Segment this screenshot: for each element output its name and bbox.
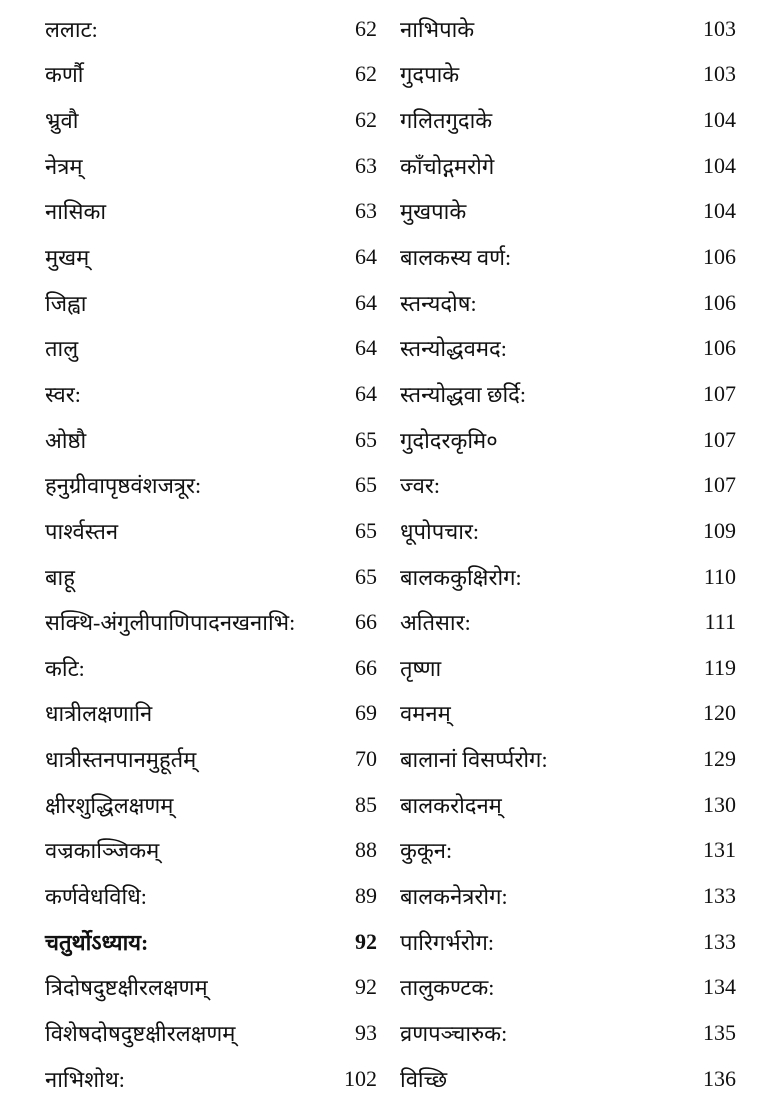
entry-term: पारिगर्भरोग: — [400, 929, 494, 955]
entry-page-number: 102 — [344, 1065, 377, 1091]
index-entry — [45, 645, 377, 691]
index-entry — [45, 417, 377, 463]
entry-term: त्रिदोषदुष्टक्षीरलक्षणम् — [45, 975, 208, 1001]
entry-term: वमनम् — [400, 701, 451, 727]
entry-term: जिह्वा — [45, 290, 87, 316]
index-column-right — [400, 6, 736, 1101]
index-entry — [400, 97, 736, 143]
entry-page-number: 70 — [355, 746, 377, 772]
entry-page-number: 64 — [355, 335, 377, 361]
entry-term: सक्थि-अंगुलीपाणिपादनखनाभि: — [45, 610, 296, 636]
entry-page-number: 65 — [355, 517, 377, 543]
entry-term: हनुग्रीवापृष्ठवंशजत्रूर: — [45, 473, 202, 499]
index-entry — [45, 325, 377, 371]
index-entry — [400, 462, 736, 508]
index-entry — [400, 508, 736, 554]
index-entry — [400, 1010, 736, 1056]
entry-page-number: 92 — [355, 974, 377, 1000]
entry-term: धूपोपचार: — [400, 518, 479, 544]
index-entry — [400, 964, 736, 1010]
index-entry — [400, 325, 736, 371]
entry-page-number: 106 — [703, 289, 736, 315]
index-entry — [45, 964, 377, 1010]
index-entry — [400, 52, 736, 98]
index-entry — [400, 189, 736, 235]
entry-term: धात्रीलक्षणानि — [45, 701, 153, 727]
entry-term: ललाट: — [45, 16, 98, 42]
index-entry — [45, 234, 377, 280]
entry-term: मुखम् — [45, 245, 90, 271]
entry-term: विच्छि — [400, 1066, 448, 1092]
entry-page-number: 106 — [703, 244, 736, 270]
index-entry — [45, 1010, 377, 1056]
index-entry — [45, 508, 377, 554]
entry-term: स्तन्योद्धवा छर्दि: — [400, 381, 526, 407]
entry-term: बाहू — [45, 564, 75, 590]
entry-page-number: 103 — [703, 15, 736, 41]
entry-term: गुदपाके — [400, 62, 460, 88]
index-entry — [45, 6, 377, 52]
index-entry — [45, 52, 377, 98]
index-entry — [45, 828, 377, 874]
entry-term: तालुकण्टक: — [400, 975, 495, 1001]
index-entry — [400, 828, 736, 874]
entry-page-number: 131 — [703, 837, 736, 863]
entry-term: ओष्ठौ — [45, 427, 87, 453]
entry-term: कर्णौ — [45, 62, 84, 88]
entry-term: स्वर: — [45, 381, 81, 407]
index-entry — [45, 691, 377, 737]
entry-page-number: 66 — [355, 609, 377, 635]
entry-term: गलितगुदाके — [400, 108, 493, 134]
entry-term: स्तन्योद्धवमद: — [400, 336, 507, 362]
entry-page-number: 63 — [355, 198, 377, 224]
index-entry — [45, 280, 377, 326]
entry-page-number: 62 — [355, 107, 377, 133]
entry-page-number: 133 — [703, 882, 736, 908]
index-entry — [45, 782, 377, 828]
index-column-left — [45, 6, 377, 1101]
index-entry — [400, 645, 736, 691]
entry-page-number: 107 — [703, 426, 736, 452]
entry-term: अतिसार: — [400, 610, 471, 636]
entry-page-number: 134 — [703, 974, 736, 1000]
entry-page-number: 64 — [355, 380, 377, 406]
entry-term: बालकनेत्ररोग: — [400, 883, 508, 909]
index-entry — [45, 371, 377, 417]
index-entry — [45, 554, 377, 600]
entry-page-number: 135 — [703, 1019, 736, 1045]
entry-term: बालकरोदनम् — [400, 792, 502, 818]
chapter-heading-entry — [45, 919, 377, 965]
entry-term: नाभिशोथ: — [45, 1066, 125, 1092]
entry-page-number: 129 — [703, 746, 736, 772]
entry-page-number: 88 — [355, 837, 377, 863]
entry-page-number: 92 — [355, 928, 377, 954]
entry-page-number: 65 — [355, 563, 377, 589]
index-entry — [400, 691, 736, 737]
entry-term: पार्श्वस्तन — [45, 518, 119, 544]
entry-term: व्रणपञ्चारुक: — [400, 1020, 508, 1046]
index-entry — [400, 280, 736, 326]
entry-term: वज्रकाञ्जिकम् — [45, 838, 160, 864]
index-entry — [400, 873, 736, 919]
entry-page-number: 130 — [703, 791, 736, 817]
entry-page-number: 107 — [703, 380, 736, 406]
index-entry — [45, 599, 377, 645]
index-entry — [400, 6, 736, 52]
entry-page-number: 64 — [355, 244, 377, 270]
index-entry — [400, 371, 736, 417]
entry-term: स्तन्यदोष: — [400, 290, 477, 316]
entry-page-number: 104 — [703, 107, 736, 133]
entry-term: काँचोद्गमरोगे — [400, 153, 495, 179]
entry-page-number: 110 — [703, 563, 736, 589]
entry-page-number: 104 — [703, 152, 736, 178]
entry-term: ज्वर: — [400, 473, 440, 499]
index-entry — [45, 97, 377, 143]
index-entry — [45, 1056, 377, 1102]
entry-term: चतुर्थोऽध्याय: — [45, 929, 149, 955]
entry-term: भ्रुवौ — [45, 108, 79, 134]
entry-page-number: 136 — [703, 1065, 736, 1091]
index-entry — [45, 736, 377, 782]
entry-term: नाभिपाके — [400, 16, 475, 42]
entry-term: कुकून: — [400, 838, 453, 864]
entry-page-number: 69 — [355, 700, 377, 726]
index-entry — [45, 462, 377, 508]
index-entry — [400, 234, 736, 280]
entry-term: मुखपाके — [400, 199, 467, 225]
index-entry — [400, 1056, 736, 1102]
index-entry — [400, 736, 736, 782]
index-entry — [400, 919, 736, 965]
entry-term: बालकस्य वर्ण: — [400, 245, 512, 271]
index-entry — [45, 143, 377, 189]
index-entry — [400, 417, 736, 463]
entry-term: कर्णवेधविधि: — [45, 883, 147, 909]
index-entry — [45, 189, 377, 235]
entry-term: गुदोदरकृमि० — [400, 427, 498, 453]
entry-page-number: 65 — [355, 472, 377, 498]
entry-page-number: 65 — [355, 426, 377, 452]
entry-term: तृष्णा — [400, 655, 442, 681]
entry-term: कटि: — [45, 655, 85, 681]
entry-page-number: 63 — [355, 152, 377, 178]
entry-page-number: 62 — [355, 61, 377, 87]
entry-term: धात्रीस्तनपानमुहूर्तम् — [45, 747, 197, 773]
entry-term: नेत्रम् — [45, 153, 83, 179]
entry-page-number: 64 — [355, 289, 377, 315]
entry-page-number: 104 — [703, 198, 736, 224]
entry-page-number: 109 — [703, 517, 736, 543]
index-entry — [400, 782, 736, 828]
entry-term: बालानां विसर्प्परोग: — [400, 747, 548, 773]
entry-page-number: 62 — [355, 15, 377, 41]
entry-page-number: 89 — [355, 882, 377, 908]
entry-term: विशेषदोषदुष्टक्षीरलक्षणम् — [45, 1020, 236, 1046]
index-entry — [400, 554, 736, 600]
entry-term: नासिका — [45, 199, 107, 225]
index-entry — [400, 599, 736, 645]
entry-page-number: 85 — [355, 791, 377, 817]
entry-term: क्षीरशुद्धिलक्षणम् — [45, 792, 174, 818]
entry-page-number: 133 — [703, 928, 736, 954]
entry-page-number: 93 — [355, 1019, 377, 1045]
entry-page-number: 107 — [703, 472, 736, 498]
entry-page-number: 103 — [703, 61, 736, 87]
index-entry — [45, 873, 377, 919]
entry-page-number: 120 — [703, 700, 736, 726]
entry-page-number: 66 — [355, 654, 377, 680]
entry-term: बालककुक्षिरोग: — [400, 564, 522, 590]
entry-page-number: 106 — [703, 335, 736, 361]
entry-page-number: 111 — [704, 609, 736, 635]
entry-term: तालु — [45, 336, 79, 362]
entry-page-number: 119 — [703, 654, 736, 680]
index-entry — [400, 143, 736, 189]
